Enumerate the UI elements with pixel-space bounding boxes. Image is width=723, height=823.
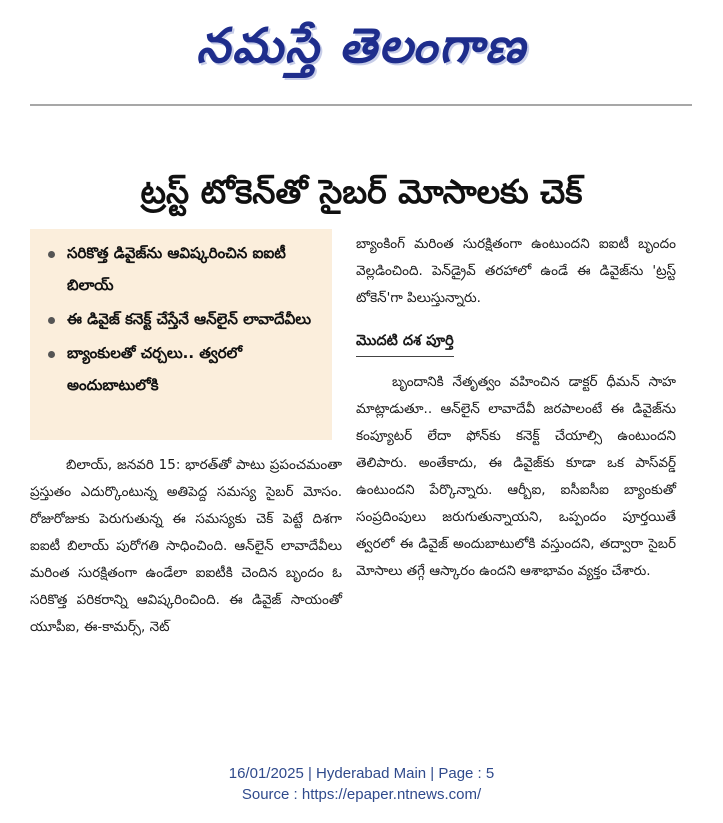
source-link[interactable]: Source : https://epaper.ntnews.com/: [241, 786, 482, 803]
highlight-text: ఈ డివైజ్ కనెక్ట్ చేస్తేనే ఆన్‌లైన్ లావాదేవీలు: [67, 310, 312, 328]
article-subheading: మొదటి దశ పూర్తి: [356, 328, 454, 357]
bullet-icon: [48, 317, 55, 324]
article-headline: ట్రస్ట్ టోకెన్‌తో సైబర్ మోసాలకు చెక్: [140, 172, 583, 212]
bullet-icon: [48, 351, 55, 358]
article-paragraph: బిలాయ్, జనవరి 15: భారత్‌తో పాటు ప్రపంచమంతా ప్రస్తుతం ఎదుర్కొంటున్న అతిపెద్ద సమస్య సైబర్ మోసం. రోజురోజుకు పెరుగుతున్న ఈ సమస్యకు చెక్ పెట్టే దిశగా ఐఐటీ బిలాయ్ పురోగతి సాధించింది. ఆన్‌లైన్ లావాదేవీలు మరింత సురక్షితంగా ఉండేలా ఐఐటీకి చెందిన బృందం ఓ సరికొత్త పరికరాన్ని ఆవిష్కరించింది. ఈ డివైజ్ సాయంతో యూపీఐ, ఈ-కామర్స్, నెట్: [30, 457, 342, 635]
bullet-icon: [48, 251, 55, 258]
highlights-box: [30, 229, 332, 440]
article-paragraph: బృందానికి నేతృత్వం వహించిన డాక్టర్ ధీమన్ సాహ మాట్లాడుతూ.. ఆన్‌లైన్ లావాదేవీ జరపాలంటే ఈ డివైజ్‌ను కంప్యూటర్ లేదా ఫోన్‌కు కనెక్ట్ చేయాల్సి ఉంటుందని తెలిపారు. అంతేకాదు, ఈ డివైజ్‌కు కూడా ఒక పాస్‌వర్డ్ ఉంటుందని పేర్కొన్నారు. ఆర్బీఐ, ఐసీఐసీఐ బ్యాంకుతో సంప్రదింపులు జరుగుతున్నాయని, ఒప్పందం పూర్తయితే త్వరలో ఈ డివైజ్ అందుబాటులోకి వస్తుందని, తద్వారా సైబర్ మోసాలు తగ్గే ఆస్కారం ఉందని ఆశాభావం వ్యక్తం చేశారు.: [356, 374, 676, 579]
highlight-item: [30, 303, 332, 335]
page-footer: [0, 763, 723, 805]
article-left-column: [30, 452, 342, 641]
masthead-logo: నమస్తే తెలంగాణ: [196, 18, 527, 74]
edition-info: 16/01/2025 | Hyderabad Main | Page : 5: [228, 765, 495, 782]
highlight-text: సరికొత్త డివైజ్‌ను ఆవిష్కరించిన ఐఐటీ బిలాయ్: [67, 244, 286, 294]
highlight-item: [30, 237, 332, 301]
highlight-text: బ్యాంకులతో చర్చలు.. త్వరలో అందుబాటులోకి: [67, 344, 243, 394]
article-paragraph: బ్యాంకింగ్ మరింత సురక్షితంగా ఉంటుందని ఐఐటీ బృందం వెల్లడించింది. పెన్‌డ్రైవ్ తరహాలో ఉండే ఈ డివైజ్‌ను 'ట్రస్ట్ టోకెన్'గా పిలుస్తున్నారు.: [356, 236, 676, 306]
highlight-item: [30, 337, 332, 401]
masthead-divider: [30, 104, 692, 106]
article-right-column: [356, 231, 676, 585]
